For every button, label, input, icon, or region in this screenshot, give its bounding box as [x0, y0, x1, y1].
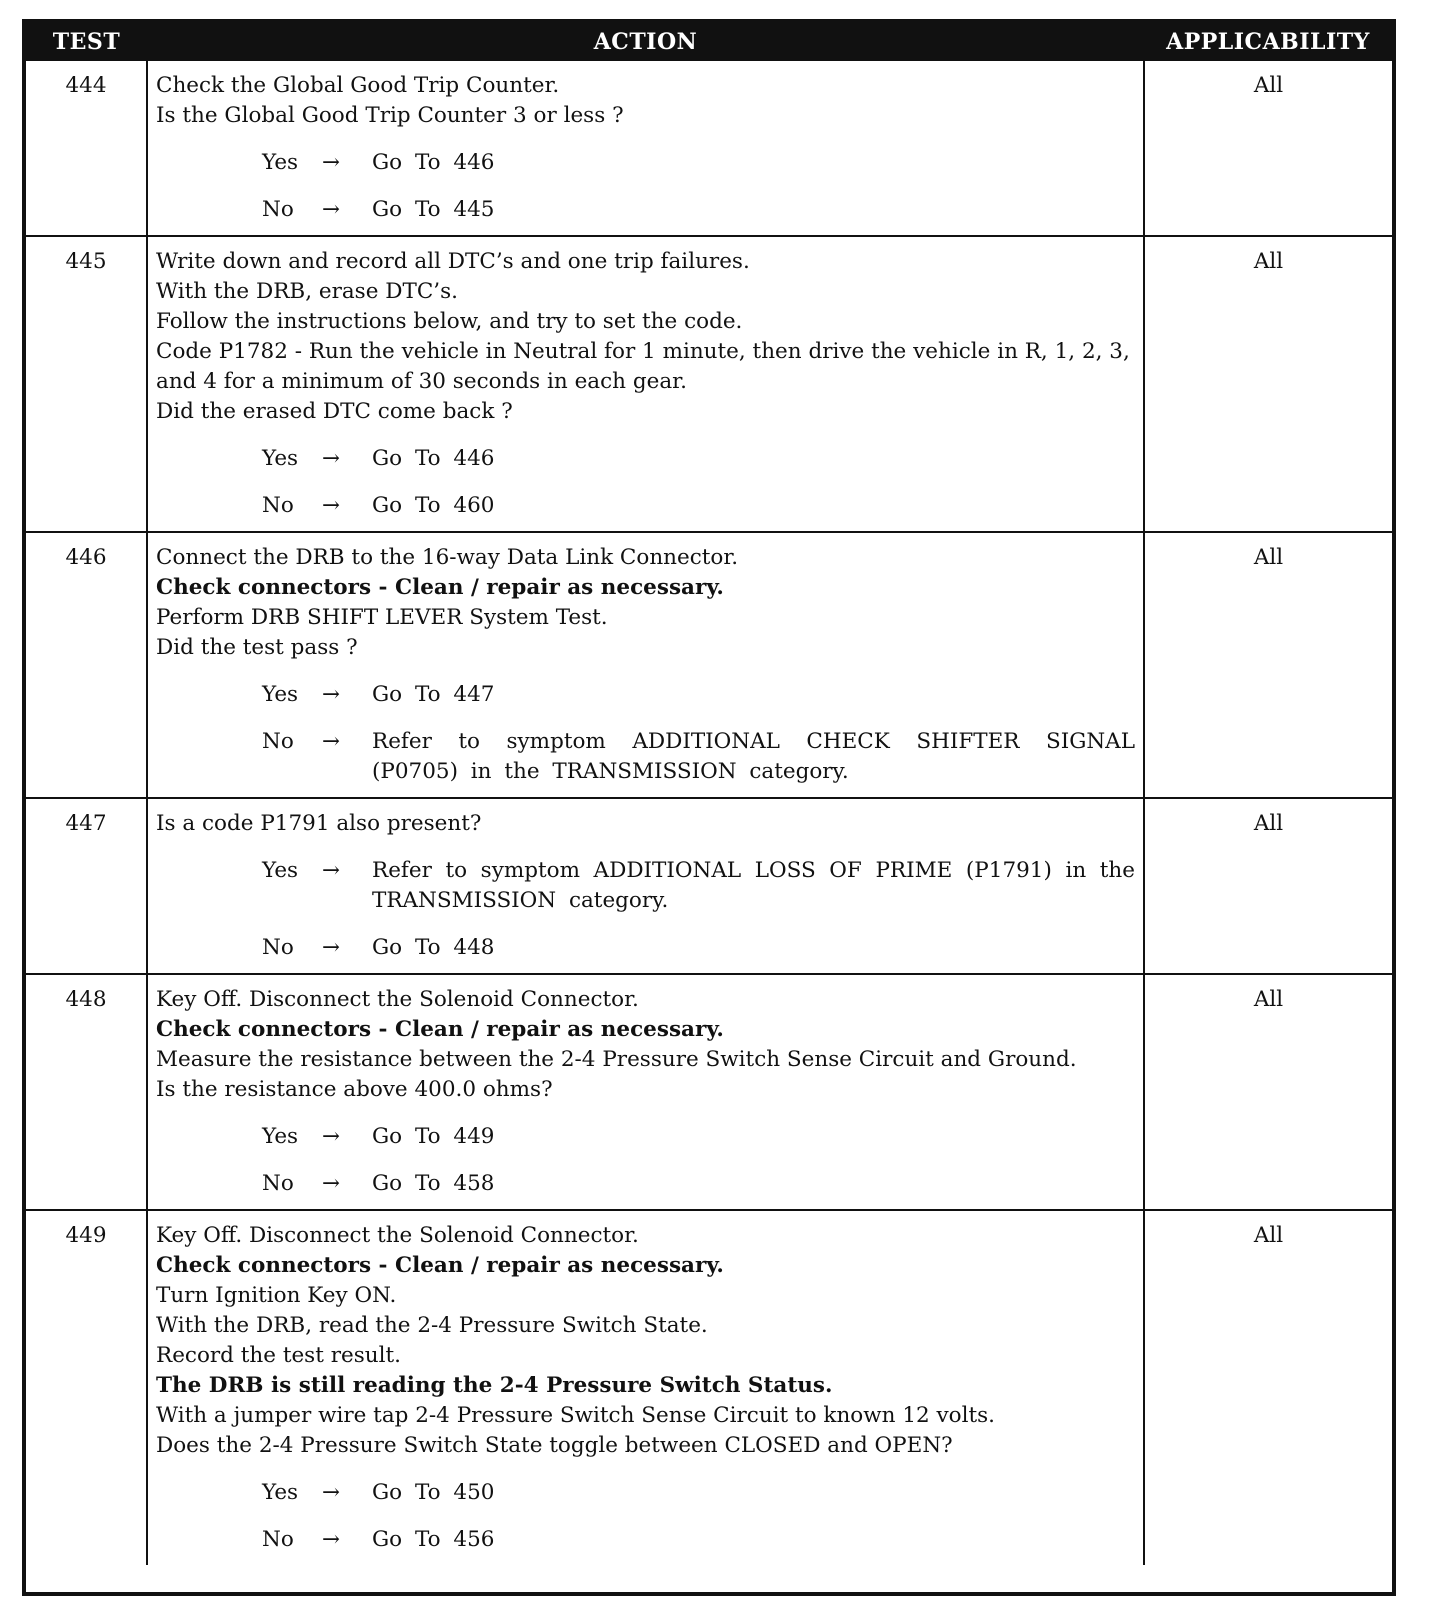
right-arrow-icon: →: [322, 446, 341, 471]
right-arrow-icon: →: [322, 858, 341, 883]
answer-no: [156, 491, 1135, 521]
action-cell: [147, 1210, 1144, 1565]
action-line: Is a code P1791 also present?: [156, 811, 482, 836]
answer-label: No: [262, 1171, 294, 1196]
applicability-cell: All: [1144, 236, 1392, 532]
answer-label: Yes: [262, 1480, 299, 1505]
answer-label: No: [262, 935, 294, 960]
answer-target: Refer to symptom ADDITIONAL CHECK SHIFTER SIGNAL (P0705) in the TRANSMISSION category.: [372, 729, 1135, 784]
table-header-row: [26, 23, 1392, 61]
action-cell: [147, 236, 1144, 532]
right-arrow-icon: →: [322, 1480, 341, 1505]
answer-label: No: [262, 1527, 294, 1552]
action-cell: [147, 532, 1144, 798]
right-arrow-icon: →: [322, 493, 341, 518]
answer-label: Yes: [262, 682, 299, 707]
applicability-cell: All: [1144, 61, 1392, 236]
test-number: 448: [26, 974, 147, 1210]
answer-label: Yes: [262, 858, 299, 883]
answer-no: [156, 1525, 1135, 1555]
table-row: [26, 798, 1392, 974]
action-line: Code P1782 - Run the vehicle in Neutral for 1 minute, then drive the vehicle in R, 1, 2, 3, and 4 for a minimum of 30 seconds in each gear.: [156, 339, 1130, 394]
test-table: [26, 23, 1392, 1565]
answer-target: Go To 446: [372, 446, 495, 471]
answer-list: [156, 148, 1135, 225]
answer-no: [156, 933, 1135, 963]
action-line: Turn Ignition Key ON.: [156, 1283, 397, 1308]
answer-target: Refer to symptom ADDITIONAL LOSS OF PRIME (P1791) in the TRANSMISSION category.: [372, 858, 1135, 913]
answer-target: Go To 447: [372, 682, 495, 707]
applicability-cell: All: [1144, 1210, 1392, 1565]
table-row: [26, 974, 1392, 1210]
answer-label: No: [262, 493, 294, 518]
action-note-bold: Check connectors - Clean / repair as necessary.: [156, 1017, 724, 1042]
action-line: Key Off. Disconnect the Solenoid Connector.: [156, 1223, 639, 1248]
action-line: Write down and record all DTC’s and one trip failures.: [156, 249, 750, 274]
action-line: Is the resistance above 400.0 ohms?: [156, 1077, 553, 1102]
action-line: Measure the resistance between the 2-4 Pressure Switch Sense Circuit and Ground.: [156, 1047, 1077, 1072]
right-arrow-icon: →: [322, 1527, 341, 1552]
answer-target: Go To 458: [372, 1171, 495, 1196]
table-row: [26, 61, 1392, 236]
right-arrow-icon: →: [322, 729, 341, 754]
answer-target: Go To 448: [372, 935, 495, 960]
answer-target: Go To 460: [372, 493, 495, 518]
action-line: Record the test result.: [156, 1343, 401, 1368]
applicability-cell: All: [1144, 798, 1392, 974]
right-arrow-icon: →: [322, 682, 341, 707]
action-note-bold: The DRB is still reading the 2-4 Pressure Switch Status.: [156, 1373, 833, 1398]
answer-label: Yes: [262, 1124, 299, 1149]
answer-target: Go To 449: [372, 1124, 495, 1149]
action-line: Key Off. Disconnect the Solenoid Connector.: [156, 987, 639, 1012]
header-action: ACTION: [147, 23, 1144, 61]
answer-label: Yes: [262, 150, 299, 175]
action-line: Connect the DRB to the 16-way Data Link Connector.: [156, 545, 739, 570]
applicability-cell: All: [1144, 532, 1392, 798]
answer-target: Go To 456: [372, 1527, 495, 1552]
diagnostic-test-table: [22, 19, 1396, 1596]
action-line: Does the 2-4 Pressure Switch State toggle between CLOSED and OPEN?: [156, 1433, 953, 1458]
action-note-bold: Check connectors - Clean / repair as necessary.: [156, 575, 724, 600]
action-line: Follow the instructions below, and try to set the code.: [156, 309, 743, 334]
action-line: Did the erased DTC come back ?: [156, 399, 513, 424]
answer-label: No: [262, 729, 294, 754]
answer-yes: [156, 148, 1135, 178]
answer-no: [156, 1169, 1135, 1199]
right-arrow-icon: →: [322, 1171, 341, 1196]
action-line: Perform DRB SHIFT LEVER System Test.: [156, 605, 608, 630]
test-number: 447: [26, 798, 147, 974]
table-row: [26, 1210, 1392, 1565]
answer-yes: [156, 1478, 1135, 1508]
answer-yes: [156, 856, 1135, 916]
right-arrow-icon: →: [322, 197, 341, 222]
answer-yes: [156, 1122, 1135, 1152]
answer-label: Yes: [262, 446, 299, 471]
answer-yes: [156, 680, 1135, 710]
header-applicability: APPLICABILITY: [1144, 23, 1392, 61]
right-arrow-icon: →: [322, 150, 341, 175]
answer-target: Go To 445: [372, 197, 495, 222]
answer-target: Go To 450: [372, 1480, 495, 1505]
test-number: 449: [26, 1210, 147, 1565]
action-line: With the DRB, read the 2-4 Pressure Switch State.: [156, 1313, 708, 1338]
applicability-cell: All: [1144, 974, 1392, 1210]
action-line: Check the Global Good Trip Counter.: [156, 73, 560, 98]
action-cell: [147, 61, 1144, 236]
answer-list: [156, 680, 1135, 787]
table-row: [26, 236, 1392, 532]
test-number: 446: [26, 532, 147, 798]
test-number: 445: [26, 236, 147, 532]
right-arrow-icon: →: [322, 1124, 341, 1149]
action-line: Is the Global Good Trip Counter 3 or less ?: [156, 103, 624, 128]
header-test: TEST: [26, 23, 147, 61]
table-row: [26, 532, 1392, 798]
action-cell: [147, 974, 1144, 1210]
answer-list: [156, 856, 1135, 963]
test-number: 444: [26, 61, 147, 236]
action-note-bold: Check connectors - Clean / repair as necessary.: [156, 1253, 724, 1278]
action-line: With a jumper wire tap 2-4 Pressure Switch Sense Circuit to known 12 volts.: [156, 1403, 996, 1428]
right-arrow-icon: →: [322, 935, 341, 960]
answer-label: No: [262, 197, 294, 222]
answer-no: [156, 195, 1135, 225]
answer-yes: [156, 444, 1135, 474]
action-line: With the DRB, erase DTC’s.: [156, 279, 458, 304]
answer-list: [156, 444, 1135, 521]
answer-target: Go To 446: [372, 150, 495, 175]
answer-list: [156, 1122, 1135, 1199]
answer-list: [156, 1478, 1135, 1555]
action-cell: [147, 798, 1144, 974]
action-line: Did the test pass ?: [156, 635, 358, 660]
answer-no: [156, 727, 1135, 787]
